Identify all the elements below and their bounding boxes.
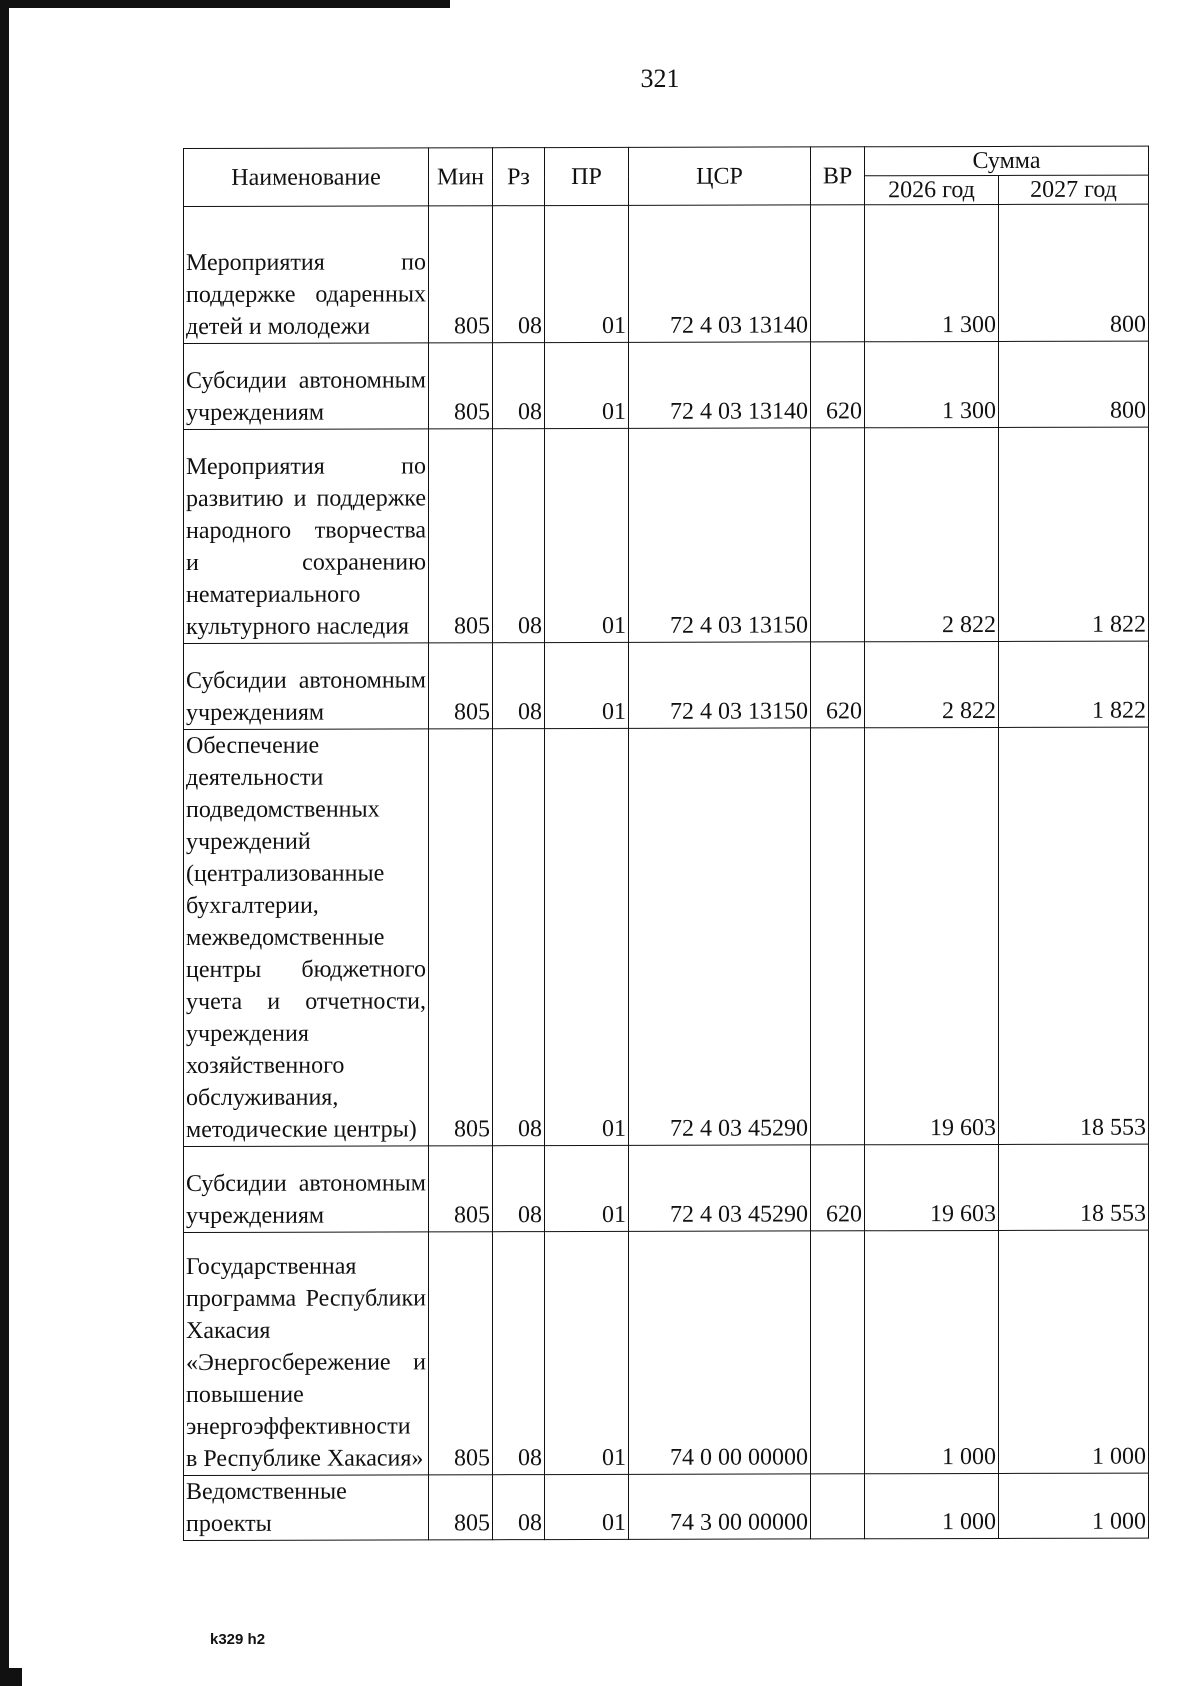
table-row [184, 727, 1149, 1146]
row-amount-2026: 2 822 [865, 641, 999, 727]
row-pr: 01 [545, 642, 629, 728]
row-amount-2027: 800 [999, 341, 1149, 427]
row-rz: 08 [493, 1232, 545, 1475]
row-csr: 72 4 03 45290 [629, 1145, 811, 1231]
row-csr: 72 4 03 13150 [629, 642, 811, 728]
row-amount-2027: 1 822 [999, 641, 1149, 727]
row-amount-2026: 2 822 [865, 427, 999, 641]
row-min: 805 [429, 429, 493, 643]
table-row [184, 1473, 1149, 1540]
footer-code: k329 h2 [210, 1631, 266, 1648]
row-vr: 620 [811, 1145, 865, 1231]
row-pr: 01 [545, 428, 629, 642]
row-pr: 01 [545, 205, 629, 342]
page-number: 321 [640, 64, 680, 93]
row-csr: 72 4 03 45290 [629, 728, 811, 1145]
row-amount-2027: 1 000 [999, 1473, 1149, 1538]
row-name: Субсидии автономным учреждениям [184, 343, 429, 430]
budget-table [183, 146, 1149, 1541]
row-amount-2027: 18 553 [999, 727, 1149, 1144]
row-pr: 01 [545, 1231, 629, 1474]
table-body [184, 204, 1149, 1540]
row-csr: 74 3 00 00000 [629, 1474, 811, 1539]
row-vr [811, 728, 865, 1145]
row-vr [811, 1231, 865, 1474]
row-vr [811, 428, 865, 642]
row-pr: 01 [545, 728, 629, 1145]
row-rz: 08 [493, 343, 545, 429]
row-csr: 72 4 03 13150 [629, 428, 811, 642]
row-min: 805 [429, 643, 493, 729]
row-amount-2027: 1 822 [999, 427, 1149, 641]
row-amount-2026: 19 603 [865, 1144, 999, 1230]
table-row [184, 204, 1149, 343]
row-amount-2027: 1 000 [999, 1230, 1149, 1473]
row-min: 805 [429, 1232, 493, 1475]
row-name: Субсидии автономным учреждениям [184, 643, 429, 730]
row-rz: 08 [493, 206, 545, 343]
row-rz: 08 [493, 643, 545, 729]
row-vr: 620 [811, 642, 865, 728]
row-vr [811, 1474, 865, 1539]
row-min: 805 [429, 1146, 493, 1232]
row-name: Мероприятия по поддержке одаренных детей и молодежи [184, 206, 429, 344]
row-pr: 01 [545, 1145, 629, 1231]
table-row [184, 427, 1149, 643]
row-csr: 74 0 00 00000 [629, 1231, 811, 1474]
row-name: Субсидии автономным учреждениям [184, 1146, 429, 1233]
row-min: 805 [429, 729, 493, 1146]
header-row-top [184, 146, 1149, 177]
row-amount-2026: 1 000 [865, 1473, 999, 1538]
header-pr: ПР [545, 147, 629, 205]
row-pr: 01 [545, 342, 629, 428]
header-name: Наименование [184, 148, 429, 207]
scan-edge-bottom [0, 1668, 22, 1686]
scan-edge-left [0, 0, 9, 1686]
header-year-2027: 2027 год [999, 175, 1149, 204]
row-rz: 08 [493, 729, 545, 1146]
table-row [184, 1144, 1149, 1232]
header-year-2026: 2026 год [865, 175, 999, 204]
row-amount-2027: 800 [999, 204, 1149, 341]
row-name: Мероприятия по развитию и поддержке народного творчества и сохранению нематериального культурного наследия [184, 429, 429, 644]
row-csr: 72 4 03 13140 [629, 342, 811, 428]
row-rz: 08 [493, 1146, 545, 1232]
table-row [184, 341, 1149, 429]
header-rz: Рз [493, 148, 545, 206]
row-name: Ведомственные проекты [184, 1475, 429, 1541]
scan-edge-top [0, 0, 450, 8]
table-row [184, 641, 1149, 729]
row-csr: 72 4 03 13140 [629, 205, 811, 342]
row-min: 805 [429, 206, 493, 343]
row-amount-2026: 1 300 [865, 204, 999, 341]
header-min: Мин [429, 148, 493, 206]
row-name: Обеспечение деятельности подведомственных учреждений (централизованные бухгалтерии, межведомственные центры бюджетного учета и отчетности, учреждения хозяйственного обслуживания, методические центры) [184, 729, 429, 1147]
header-vr: ВР [811, 147, 865, 205]
row-rz: 08 [493, 429, 545, 643]
table-row [184, 1230, 1149, 1475]
row-amount-2026: 1 000 [865, 1230, 999, 1473]
row-min: 805 [429, 1475, 493, 1540]
row-pr: 01 [545, 1474, 629, 1539]
header-csr: ЦСР [629, 147, 811, 205]
row-amount-2026: 1 300 [865, 341, 999, 427]
row-min: 805 [429, 343, 493, 429]
header-sum: Сумма [865, 146, 1149, 176]
row-amount-2026: 19 603 [865, 727, 999, 1144]
row-vr [811, 205, 865, 342]
row-name: Государственная программа Республики Хакасия «Энергосбережение и повышение энергоэффективности в Республике Хакасия» [184, 1232, 429, 1476]
row-rz: 08 [493, 1475, 545, 1540]
row-amount-2027: 18 553 [999, 1144, 1149, 1230]
row-vr: 620 [811, 342, 865, 428]
